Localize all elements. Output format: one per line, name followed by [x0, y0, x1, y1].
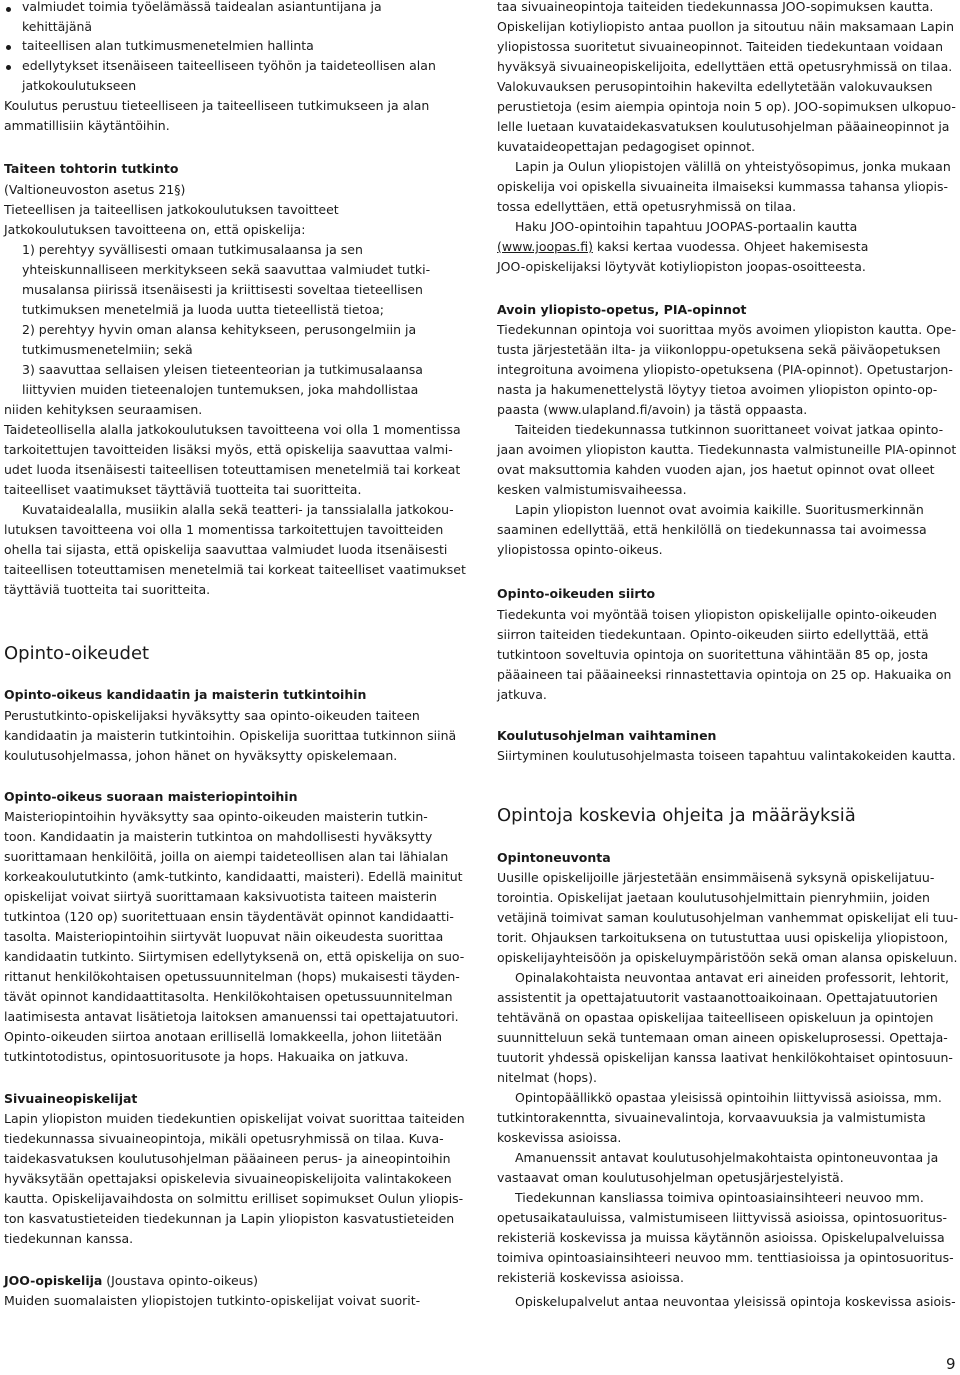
- body-line: kuvataideopettajan pedagogiset opinnot.: [497, 139, 755, 154]
- bullet-dot: [6, 7, 11, 12]
- body-line: tutkintotodistus, opintosuoritusote ja hops. Hakuaika on jatkuva.: [4, 1049, 409, 1064]
- body-line: tuutorit yhdessä opiskelijan kanssa laativat henkilökohtaiset opintosuun-: [497, 1050, 953, 1065]
- section-title-ohjeet: Opintoja koskevia ohjeita ja määräyksiä: [497, 805, 856, 826]
- body-line: Jatkokoulutuksen tavoitteena on, että opiskelija:: [4, 222, 306, 237]
- body-line: vetäjinä toimivat saman koulutusohjelman vanhemmat opiskelijat eli tuu-: [497, 910, 959, 925]
- body-line: udet luoda itsenäisesti taiteellisen toteuttamisen menetelmiä tai korkeat: [4, 462, 461, 477]
- body-line: Muiden suomalaisten yliopistojen tutkinto-opiskelijat voivat suorit-: [4, 1293, 421, 1308]
- body-line: torointia. Opiskelijat jaetaan koulutusohjelmittain pienryhmiin, joiden: [497, 890, 930, 905]
- body-line: Tiedekunnan opintoja voi suorittaa myös avoimen yliopiston kautta. Ope-: [497, 322, 957, 337]
- body-line: Uusille opiskelijoille järjestetään ensimmäisenä syksynä opiskelijatuu-: [497, 870, 935, 885]
- body-line: taa sivuaineopintoja taiteiden tiedekunnassa JOO-sopimuksen kautta.: [497, 0, 934, 14]
- body-text: kaksi kertaa vuodessa. Ohjeet hakemisesta: [596, 239, 869, 254]
- doctor-heading: Taiteen tohtorin tutkinto: [4, 161, 179, 176]
- vaihto-heading: Koulutusohjelman vaihtaminen: [497, 728, 717, 743]
- body-line: paasta (www.ulapland.fi/avoin) ja tästä oppaasta.: [497, 402, 808, 417]
- body-line: 3) saavuttaa sellaisen yleisen tieteenteorian ja tutkimusalaansa: [22, 362, 423, 377]
- body-line: Tiedekunnan kansliassa toimiva opintoasiainsihteeri neuvoo mm.: [515, 1190, 924, 1205]
- body-line: assistentit ja opettajatuutorit vastaanottoaikoinaan. Opettajatuutorien: [497, 990, 938, 1005]
- section-title-opinto-oikeudet: Opinto-oikeudet: [4, 643, 150, 664]
- body-line: toon. Kandidaatin ja maisterin tutkintoa on mahdollisesti hyväksytty: [4, 829, 433, 844]
- bullet-dot: [6, 65, 11, 70]
- bullet-dot: [6, 45, 11, 50]
- body-line: koskevissa asioissa.: [497, 1130, 622, 1145]
- body-line: [497, 237, 868, 257]
- joopas-link[interactable]: (www.joopas.fi): [497, 239, 593, 254]
- body-line: lutuksen tavoitteena voi olla 1 momentissa tarkoitettujen tavoitteiden: [4, 522, 444, 537]
- bullet-item: taiteellisen alan tutkimusmenetelmien hallinta: [22, 38, 314, 53]
- body-line: siirron taiteiden tiedekuntaan. Opinto-oikeuden siirto edellyttää, että: [497, 627, 929, 642]
- intro-line: ammatillisiin käytäntöihin.: [4, 118, 170, 133]
- body-line: rittanut henkilökohtaisen opetussuunnitelman (hops) mukaisesti täyden-: [4, 969, 460, 984]
- body-line: Opinalakohtaista neuvontaa antavat eri aineiden professorit, lehtorit,: [515, 970, 949, 985]
- body-line: laatimisesta antavat lisätietoja laitoksen amanuenssi tai opettajatuutori.: [4, 1009, 459, 1024]
- body-line: ton kasvatustieteiden tiedekunnan ja Lapin yliopiston kasvatustieteiden: [4, 1211, 455, 1226]
- body-line: tusta järjestetään ilta- ja viikonloppu-opetuksena sekä päiväopetuksen: [497, 342, 941, 357]
- body-line: opiskelijat voivat siirtyä suorittamaan kaksivuotista taiteen maisterin: [4, 889, 437, 904]
- bullet-item: edellytykset itsenäiseen taiteelliseen työhön ja taideteollisen alan: [22, 58, 436, 73]
- body-line: liittyvien muiden tieteenalojen tuntemuksen, joka mahdollistaa: [22, 382, 419, 397]
- body-line: tehtävänä on opastaa opiskelijaa taiteelliseen opiskeluun ja opintojen: [497, 1010, 934, 1025]
- body-line: kesken valmistumisvaiheessa.: [497, 482, 687, 497]
- body-line: tutkintoa (120 op) suoritettuaan ensin täydentävät opinnot kandidaatti-: [4, 909, 454, 924]
- body-line: tasolta. Maisteriopintoihin siirtyvät luopuvat näin oikeudesta suorittaa: [4, 929, 444, 944]
- body-line: pääaineen tai pääaineeksi rinnastettavia opintoja on 25 op. Hakuaika on: [497, 667, 952, 682]
- joo-heading: [4, 1271, 258, 1291]
- body-line: integroituna avoimena yliopisto-opetuksena (PIA-opinnot). Opetustarjon-: [497, 362, 953, 377]
- siirto-heading: Opinto-oikeuden siirto: [497, 586, 656, 601]
- body-line: nasta ja hakumenettelystä löytyy tietoa avoimen yliopiston opinto-op-: [497, 382, 938, 397]
- joo-heading-rest: (Joustava opinto-oikeus): [102, 1273, 258, 1288]
- body-line: lelle luetaan kuvataidekasvatuksen koulutusohjelman pääaineopinnot ja: [497, 119, 950, 134]
- body-line: niiden kehityksen seuraamisen.: [4, 402, 203, 417]
- body-line: Taideteollisella alalla jatkokoulutuksen tavoitteena voi olla 1 momentissa: [4, 422, 461, 437]
- body-line: Haku JOO-opintoihin tapahtuu JOOPAS-portaalin kautta: [515, 219, 858, 234]
- body-line: jatkuva.: [497, 687, 547, 702]
- body-line: koulutusohjelmassa, johon hänet on hyväksytty opiskelemaan.: [4, 748, 398, 763]
- kand-heading: Opinto-oikeus kandidaatin ja maisterin tutkintoihin: [4, 687, 367, 702]
- body-line: Lapin ja Oulun yliopistojen välillä on yhteistyösopimus, jonka mukaan: [515, 159, 951, 174]
- body-line: rekisteriä koskevissa asioissa.: [497, 1270, 685, 1285]
- body-line: Amanuenssit antavat koulutusohjelmakohtaista opintoneuvontaa ja: [515, 1150, 939, 1165]
- body-line: Tiedekunta voi myöntää toisen yliopiston opiskelijalle opinto-oikeuden: [497, 607, 937, 622]
- body-line: jaan avoimen yliopiston kautta. Tiedekunnasta valmistuneille PIA-opinnot: [497, 442, 957, 457]
- body-line: tutkimusmenetelmiin; sekä: [22, 342, 193, 357]
- body-line: hyväksyä sivuaineopiskelijoita, edellyttäen että opetusryhmissä on tilaa.: [497, 59, 953, 74]
- bullet-item-cont: kehittäjänä: [22, 19, 93, 34]
- body-line: suorittamaan henkilöitä, joilla on aiempi taideteollisen alan tai lähialan: [4, 849, 449, 864]
- body-line: taiteellisen toteuttamisen menetelmiä tai korkeat taiteelliset vaatimukset: [4, 562, 466, 577]
- body-line: perustietoja (esim aiempia opintoja noin 5 op). JOO-sopimuksen ulkopuo-: [497, 99, 956, 114]
- body-line: Lapin yliopiston luennot ovat avoimia kaikille. Suoritusmerkinnän: [515, 502, 924, 517]
- body-line: Maisteriopintoihin hyväksytty saa opinto-oikeuden maisterin tutkin-: [4, 809, 428, 824]
- body-line: tävät opinnot kandidaattitasolta. Henkilökohtaisen opetussuunnitelman: [4, 989, 453, 1004]
- body-line: tutkimuksen menetelmiä ja luoda uutta tieteellistä tietoa;: [22, 302, 384, 317]
- decree-line: (Valtioneuvoston asetus 21§): [4, 182, 186, 197]
- body-line: tiedekunnan kanssa.: [4, 1231, 134, 1246]
- body-line: Valokuvauksen perusopintoihin hakevilta edellytetään valokuvauksen: [497, 79, 933, 94]
- bullet-item: valmiudet toimia työelämässä taidealan asiantuntijana ja: [22, 0, 382, 14]
- body-line: nitelmat (hops).: [497, 1070, 597, 1085]
- body-line: tarkoitettujen tavoitteiden lisäksi myös, että opiskelija saavuttaa valmi-: [4, 442, 453, 457]
- body-line: ovat maksuttomia kahden vuoden ajan, jos haetut opinnot ovat olleet: [497, 462, 935, 477]
- body-line: Tieteellisen ja taiteellisen jatkokoulutuksen tavoitteet: [4, 202, 339, 217]
- body-line: Opinto-oikeuden siirtoa anotaan erillisellä lomakkeella, johon liitetään: [4, 1029, 443, 1044]
- body-line: tutkintorakenntta, sivuainevalintoja, korvaavuuksia ja valmistumista: [497, 1110, 926, 1125]
- body-line: kandidaatin tutkinto. Siirtymisen edellytyksenä on, että opiskelija on suo-: [4, 949, 465, 964]
- body-line: JOO-opiskelijaksi löytyvät kotiyliopiston joopas-osoitteesta.: [497, 259, 866, 274]
- body-line: Opiskelijan kotiyliopisto antaa puollon ja sitoutuu näin maksamaan Lapin: [497, 19, 955, 34]
- body-line: täyttäviä tuotteita tai suoritteita.: [4, 582, 211, 597]
- neuvonta-heading: Opintoneuvonta: [497, 850, 611, 865]
- body-line: yliopistossa opinto-oikeus.: [497, 542, 663, 557]
- body-line: yhteiskunnalliseen merkitykseen sekä saavuttaa valmiudet tutki-: [22, 262, 431, 277]
- body-line: suunnitteluun sekä tuntemaan oman aineen opiskeluprosessi. Opettaja-: [497, 1030, 948, 1045]
- body-line: tutkintoon soveltuvia opintoja on suoritettuna vähintään 85 op, josta: [497, 647, 929, 662]
- page-number: 9: [946, 1355, 956, 1373]
- body-line: Opintopäällikkö opastaa yleisissä opintoihin liittyvissä asioissa, mm.: [515, 1090, 942, 1105]
- body-line: opiskelijayhteisöön ja opiskeluympäristöön sekä oman alansa opiskeluun.: [497, 950, 958, 965]
- body-line: Opiskelupalvelut antaa neuvontaa yleisissä opintoja koskevissa asiois-: [515, 1294, 956, 1309]
- body-line: saaminen edellyttää, että henkilöllä on tiedekunnassa tai avoimessa: [497, 522, 927, 537]
- body-line: hyväksytään opettajaksi opiskelevia sivuaineopiskelijoita valintakokeen: [4, 1171, 452, 1186]
- body-line: torit. Ohjauksen tarkoituksena on tutustuttaa uusi opiskelija yliopistoon,: [497, 930, 949, 945]
- body-line: Kuvataidealalla, musiikin alalla sekä teatteri- ja tanssialalla jatkokou-: [22, 502, 454, 517]
- intro-line: Koulutus perustuu tieteelliseen ja taiteelliseen tutkimukseen ja alan: [4, 98, 430, 113]
- body-line: 1) perehtyy syvällisesti omaan tutkimusalaansa ja sen: [22, 242, 363, 257]
- body-line: ohella tai sijasta, että opiskelija saavuttaa valmiudet luoda itsenäisesti: [4, 542, 448, 557]
- body-line: rekisteriä koskevissa ja muissa käytännön asioissa. Opiskelupalveluissa: [497, 1230, 945, 1245]
- body-line: musalansa piirissä itsenäisesti ja kriittisesti soveltaa tieteellisen: [22, 282, 423, 297]
- sivu-heading: Sivuaineopiskelijat: [4, 1091, 138, 1106]
- body-line: tossa edellyttäen, että opetusryhmissä on tilaa.: [497, 199, 797, 214]
- body-line: opetusaikatauluissa, valmistumiseen liittyvissä asioissa, opintosuoritus-: [497, 1210, 947, 1225]
- pia-heading: Avoin yliopisto-opetus, PIA-opinnot: [497, 302, 747, 317]
- body-line: kautta. Opiskelijavaihdosta on solmittu erilliset sopimukset Oulun yliopis-: [4, 1191, 464, 1206]
- body-line: taiteelliset vaatimukset täyttäviä tuotteita tai suoritteita.: [4, 482, 362, 497]
- body-line: vastaavat oman koulutusohjelman opetusjärjestelyistä.: [497, 1170, 844, 1185]
- body-line: korkeakoulututkinto (amk-tutkinto, kandidaatti, maisteri). Edellä mainitut: [4, 869, 463, 884]
- joo-heading-bold: JOO-opiskelija: [4, 1273, 103, 1288]
- body-line: tiedekunnassa sivuaineopintoja, mikäli opetusryhmissä on tilaa. Kuva-: [4, 1131, 444, 1146]
- body-line: Taiteiden tiedekunnassa tutkinnon suorittaneet voivat jatkaa opinto-: [515, 422, 944, 437]
- body-line: Perustutkinto-opiskelijaksi hyväksytty saa opinto-oikeuden taiteen: [4, 708, 420, 723]
- body-line: taidekasvatuksen koulutusohjelman pääaineen perus- ja aineopintoihin: [4, 1151, 451, 1166]
- body-line: Siirtyminen koulutusohjelmasta toiseen tapahtuu valintakokeiden kautta.: [497, 748, 956, 763]
- maist-heading: Opinto-oikeus suoraan maisteriopintoihin: [4, 789, 298, 804]
- body-line: yliopistossa suoritetut sivuaineopinnot. Taiteiden tiedekuntaan voidaan: [497, 39, 944, 54]
- body-line: Lapin yliopiston muiden tiedekuntien opiskelijat voivat suorittaa taiteiden: [4, 1111, 465, 1126]
- body-line: opiskelija voi opiskella sivuaineita ilmaiseksi kummassa tahansa yliopis-: [497, 179, 949, 194]
- bullet-item-cont: jatkokoulutukseen: [22, 78, 137, 93]
- body-line: toimiva opintoasiainsihteeri neuvoo mm. tenttiasioissa ja opintosuoritus-: [497, 1250, 954, 1265]
- body-line: 2) perehtyy hyvin oman alansa kehitykseen, perusongelmiin ja: [22, 322, 417, 337]
- body-line: kandidaatin ja maisterin tutkintoihin. Opiskelija suorittaa tutkinnon siinä: [4, 728, 457, 743]
